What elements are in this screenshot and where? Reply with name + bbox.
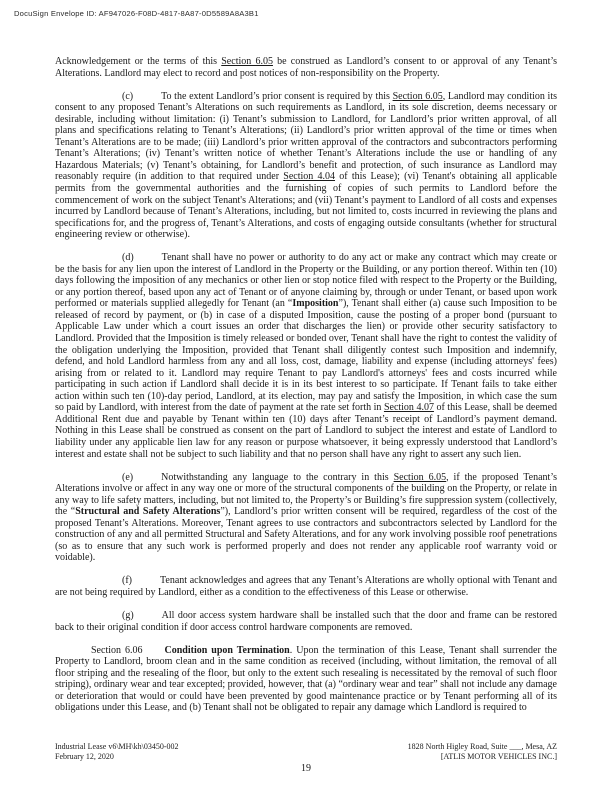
defined-term: Imposition (292, 298, 339, 310)
footer-doc-reference: Industrial Lease v6\MH\kh\03450-002 (55, 742, 179, 751)
page-footer (55, 742, 557, 774)
footer-left (55, 742, 179, 761)
footer-address: 1828 North Higley Road, Suite ___, Mesa, AZ (407, 742, 557, 751)
section-reference: Section 6.05 (393, 471, 447, 483)
paragraph-d: (d) Tenant shall have no power or authority to do any act or make any contract which may create or be the basis for any lien upon the interest of Landlord in the Property or the Building, or any portion thereof. Within ten (10) days following the imposition of any mechanics or other lien or stop notice filed with respect to the Property or the Building, or any portion thereof, based upon any act of Tenant or of anyone claiming by, through or under Tenant, or based upon work performed or materials supplied allegedly for Tenant (an “Imposition”), Tenant shall either (a) cause such Imposition to be released of record by payment, or (b) in case of a disputed Imposition, cause the posting of a proper bond (pursuant to Applicable Law under which a court issues an order that discharges the lien) or provide other security satisfactory to Landlord. Provided that the Imposition is timely released or bonded over, Tenant shall have the right to contest the validity of the obligation underlying the Imposition, provided that Tenant shall diligently contest such Imposition and indemnify, defend, and hold Landlord harmless from any and all loss, cost, damage, liability and expense (including attorneys' fees) arising from or related to it. Landlord may require Tenant to pay Landlord's attorneys' fees and costs incurred while participating in such action if Landlord shall decide it is in its best interest to so participate. If Tenant fails to take either action within such ten (10)-day period, Landlord, at its election, may pay and satisfy the Imposition, in which case the sum so paid by Landlord, with interest from the date of payment at the rate set forth in Section 4.07 of this Lease, shall be deemed Additional Rent due and payable by Tenant within ten (10) days after Tenant’s receipt of Landlord’s payment demand. Nothing in this Lease shall be construed as consent on the part of Landlord to subject the interest and estate of Landlord to liability under any applicable lien law for any reason or purpose whatsoever, it being expressly understood that Landlord’s interest and estate shall not be subject to such liability and that no person shall have any right to assert any such lien. (55, 252, 558, 460)
footer-row (55, 742, 557, 761)
defined-term: Condition upon Termination (164, 644, 290, 656)
page-number: 19 (301, 763, 311, 774)
section-reference: Section 4.04 (283, 171, 336, 183)
footer-right (408, 742, 557, 761)
section-reference: Section 6.05 (221, 56, 273, 67)
continuation-paragraph: Acknowledgement or the terms of this Section 6.05 be construed as Landlord’s consent to or approval of any Tenant’s Alterations. Landlord may elect to record and post notices of non-responsibility on the Property. (55, 56, 558, 79)
docusign-envelope-id: DocuSign Envelope ID: AF947026-F08D-4817-8A87-0D5589A8A3B1 (14, 9, 259, 18)
footer-company: [ATLIS MOTOR VEHICLES INC.] (440, 751, 557, 761)
section-6-06: Section 6.06 Condition upon Termination. Upon the termination of this Lease, Tenant shall surrender the Property to Landlord, broom clean and in the same condition as received (including, without limitation, the removal of all floor striping and the resealing of the floor, but only to the extent such resealing is necessitated by the removal of such floor striping), ordinary wear and tear excepted; provided, however, that (a) “ordinary wear and tear” shall not include any damage or deterioration that would or could have been prevented by good maintenance practice or by Tenant performing all of its obligations under this Lease, and (b) Tenant shall not be obligated to repair any damage which Landlord is required to (55, 644, 557, 714)
paragraph-c: (c) To the extent Landlord’s prior consent is required by this Section 6.05, Landlord may condition its consent to any proposed Tenant’s Alterations on such requirements as Landlord, in its sole discretion, deems necessary or desirable, including without limitation: (i) Tenant’s submission to Landlord, for Landlord’s prior written approval, of all plans and specifications relating to Tenant’s Alterations; (ii) Landlord’s prior written approval of the time or times when Tenant’s Alterations are to be made; (iii) Landlord’s prior written approval of the contractors and subcontractors performing Tenant’s Alterations; (iv) Tenant’s written notice of whether Tenant’s Alterations include the use or handling of any Hazardous Materials; (v) Tenant’s obtaining, for Landlord’s benefit and protection, of such insurance as Landlord may reasonably require (in addition to that required under Section 4.04 of this Lease); (vi) Tenant's obtaining all applicable permits from the governmental authorities and the furnishing of copies of such permits to Landlord before the commencement of work on the subject Tenant's Alterations; and (vii) Tenant’s payment to Landlord of all costs and expenses incurred by Landlord because of Tenant’s Alterations, including, but not limited to, costs incurred in reviewing the plans and specifications for, and the progress of, Tenant’s Alterations, and costs of engaging outside consultants (whether for structural engineering review or otherwise). (55, 90, 558, 241)
document-body (55, 56, 557, 714)
defined-term: Structural and Safety Alterations (75, 506, 221, 518)
paragraph-g: (g) All door access system hardware shall be installed such that the door and frame can be restored back to their original condition if door access control hardware components are removed. (55, 610, 557, 633)
paragraph-e: (e) Notwithstanding any language to the contrary in this Section 6.05, if the proposed Tenant’s Alterations involve or affect in any way one or more of the structural components of the building on the Property, or relate in any way to life safety matters, including, but not limited to, the Property’s or Building’s fire suppression system (collectively, the “Structural and Safety Alterations”), Landlord’s prior written consent will be required, regardless of the cost of the proposed Tenant’s Alterations. Moreover, Tenant agrees to use contractors and subcontractors selected by Landlord for the construction of any and all permitted Structural and Safety Alterations, and for any work involving possible roof penetrations (so as to ensure that any such work is performed properly and does not render any applicable roof warranty void or voidable). (55, 471, 557, 564)
section-reference: Section 4.07 (383, 402, 434, 414)
paragraph-f: (f) Tenant acknowledges and agrees that any Tenant’s Alterations are wholly optional with Tenant and are not being required by Landlord, either as a condition to the effectiveness of this Lease or otherwise. (55, 575, 557, 598)
footer-date: February 12, 2020 (55, 751, 114, 761)
section-reference: Section 6.05 (392, 90, 443, 102)
